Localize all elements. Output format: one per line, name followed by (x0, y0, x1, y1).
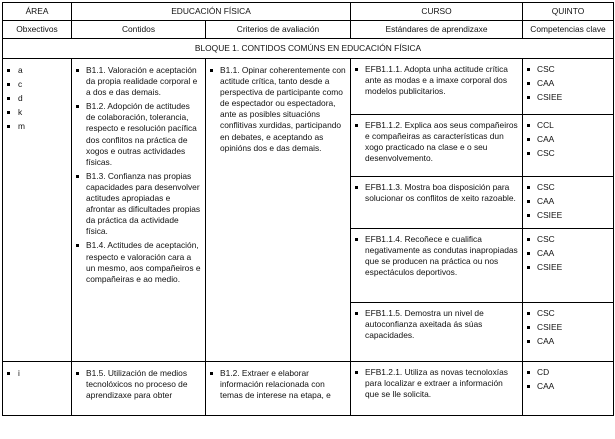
competence-item: CSC (527, 148, 609, 159)
competence-item: CSIEE (527, 210, 609, 221)
standard-item (351, 177, 522, 229)
competence-item: CAA (527, 78, 609, 89)
competence-item: CAA (527, 248, 609, 259)
header-row-2 (3, 21, 614, 39)
objectives-header: Obxectivos (3, 21, 72, 39)
standard-text: EFB1.1.5. Demostra un nivel de autoconfianza axeitada ás súas capacidades. (355, 308, 518, 341)
objective-item: a (7, 65, 67, 76)
standard-text: EFB1.1.1. Adopta unha actitude crítica ante as modas e a imaxe corporal dos modelos publicitarios. (355, 64, 518, 97)
content-row-2 (3, 362, 614, 416)
competence-item: CSC (527, 234, 609, 245)
block-title: BLOQUE 1. CONTIDOS COMÚNS EN EDUCACIÓN FÍSICA (3, 39, 614, 59)
criteria-header: Criterios de avaliación (206, 21, 351, 39)
standards-header: Estándares de aprendizaxe (351, 21, 523, 39)
competence-item: CCL (527, 120, 609, 131)
criterion-item: B1.1. Opinar coherentemente con actitude crítica, tanto desde a perspectiva de participante como de espectador ou espectadora, ante as posibles situacións conflitivas xurdidas, participando en debates, e aceptando as opinións dos e das demais. (210, 65, 346, 154)
competences-cell (523, 362, 614, 416)
contents-cell (72, 362, 206, 416)
content-item: B1.4. Actitudes de aceptación, respecto e valoración cara a un mesmo, aos compañeiros e compañeiras e ao medio. (76, 240, 201, 284)
course-label: CURSO (351, 3, 523, 21)
competence-group (523, 229, 613, 303)
objective-item: d (7, 93, 67, 104)
contents-cell (72, 59, 206, 362)
competence-item: CSC (527, 182, 609, 193)
objective-item: i (7, 368, 67, 379)
area-label: ÁREA (3, 3, 72, 21)
standard-text: EFB1.2.1. Utiliza as novas tecnoloxías para localizar e extraer a información que se lle solicita. (355, 367, 518, 400)
criteria-cell (206, 362, 351, 416)
competence-item: CSIEE (527, 322, 609, 333)
standard-item (351, 303, 522, 357)
competence-group (523, 362, 613, 392)
subject-title: EDUCACIÓN FÍSICA (72, 3, 351, 21)
competence-item: CSIEE (527, 92, 609, 103)
competence-item: CSIEE (527, 262, 609, 273)
standard-text: EFB1.1.2. Explica aos seus compañeiros e compañeiras as características dun xogo practicado na clase e o seu desenvolvemento. (355, 120, 518, 164)
competence-item: CAA (527, 134, 609, 145)
standard-item (351, 59, 522, 115)
standard-text: EFB1.1.4. Recoñece e cualifica negativamente as condutas inapropiadas que se producen na práctica ou nos espectáculos deportivos. (355, 234, 518, 278)
competence-group (523, 59, 613, 115)
competence-item: CSC (527, 308, 609, 319)
content-row-1 (3, 59, 614, 362)
content-item: B1.2. Adopción de actitudes de colaboración, tolerancia, respecto e resolución pacífica dos conflitos na práctica de xogos e outras actividades físicas. (76, 101, 201, 168)
curriculum-table (2, 2, 614, 416)
criterion-item: B1.2. Extraer e elaborar información relacionada con temas de interese na etapa, e (210, 368, 346, 401)
competences-header: Competencias clave (523, 21, 614, 39)
criteria-cell (206, 59, 351, 362)
grade-label: QUINTO (523, 3, 614, 21)
objective-item: k (7, 107, 67, 118)
standard-text: EFB1.1.3. Mostra boa disposición para solucionar os conflitos de xeito razoable. (355, 182, 518, 204)
objectives-cell (3, 362, 72, 416)
standard-item (351, 115, 522, 177)
objective-item: c (7, 79, 67, 90)
competence-group (523, 177, 613, 229)
standard-item (351, 229, 522, 303)
content-item: B1.1. Valoración e aceptación da propia realidade corporal e a dos e das demais. (76, 65, 201, 98)
standard-item (351, 362, 522, 400)
competence-group (523, 303, 613, 357)
competence-group (523, 115, 613, 177)
objectives-cell (3, 59, 72, 362)
standards-cell (351, 362, 523, 416)
block-title-row (3, 39, 614, 59)
competence-item: CAA (527, 381, 609, 392)
competence-item: CAA (527, 196, 609, 207)
header-row-1 (3, 3, 614, 21)
content-item: B1.3. Confianza nas propias capacidades para desenvolver actitudes apropiadas e afrontar as dificultades propias da práctica da actividade física. (76, 171, 201, 238)
competence-item: CD (527, 367, 609, 378)
contents-header: Contidos (72, 21, 206, 39)
competence-item: CSC (527, 64, 609, 75)
competence-item: CAA (527, 336, 609, 347)
content-item: B1.5. Utilización de medios tecnolóxicos no proceso de aprendizaxe para obter (76, 368, 201, 401)
standards-cell (351, 59, 523, 362)
competences-cell (523, 59, 614, 362)
objective-item: m (7, 121, 67, 132)
